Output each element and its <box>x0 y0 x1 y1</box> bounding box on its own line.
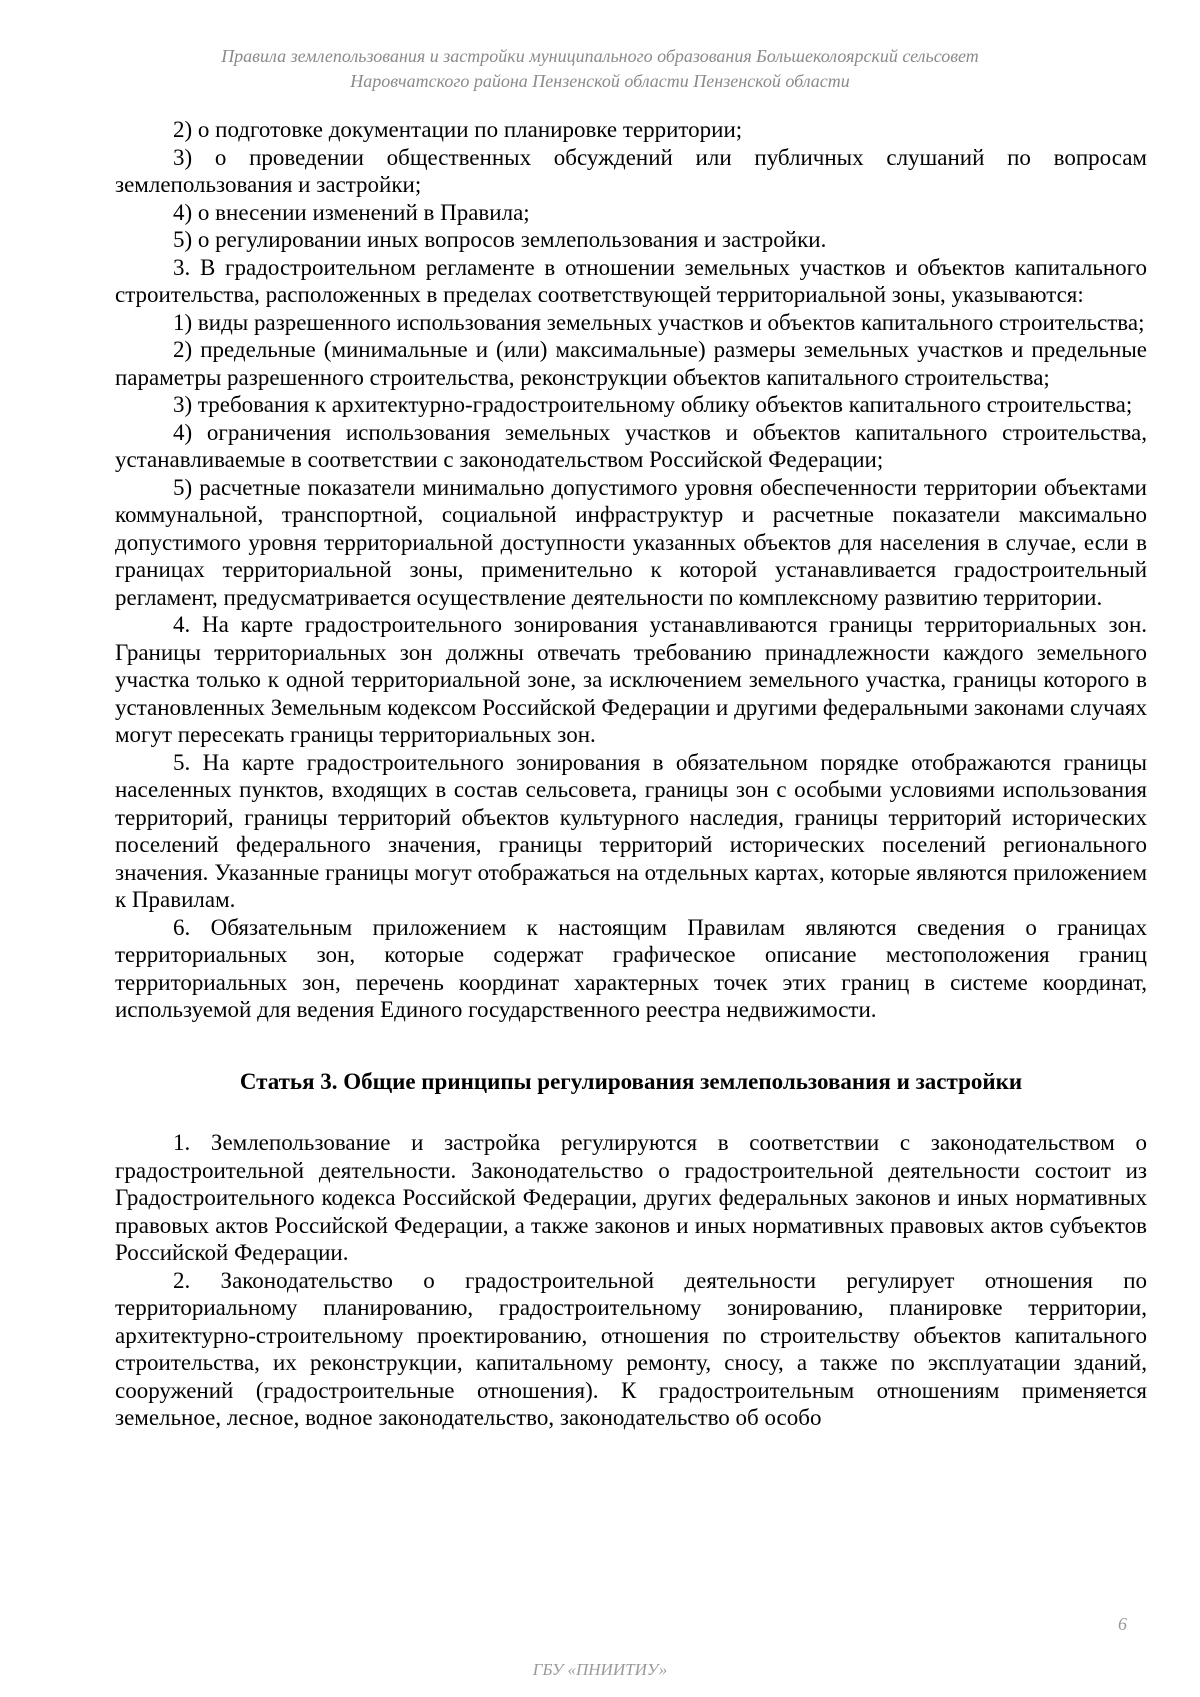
paragraph-list-item: 2) предельные (минимальные и (или) максимальные) размеры земельных участков и предельные параметры разрешенного строительства, реконструкции объектов капитального строительства; <box>115 337 1147 390</box>
running-header <box>120 44 1080 94</box>
paragraph-list-item: 4) о внесении изменений в Правила; <box>173 199 530 225</box>
paragraph: 1. Землепользование и застройка регулируются в соответствии с законодательством о градостроительной деятельности. Законодательство о градостроительной деятельности состоит из Градостроительного кодекса Российской Федерации, других федеральных законов и иных нормативных правовых актов Российской Федерации, а также законов и иных нормативных правовых актов субъектов Российской Федерации. <box>115 1130 1147 1265</box>
paragraph: 2. Законодательство о градостроительной деятельности регулирует отношения по территориальному планированию, градостроительному зонированию, планировке территории, архитектурно-строительному проектированию, отношения по строительству объектов капитального строительства, их реконструкции, капитальному ремонту, сносу, а также по эксплуатации зданий, сооружений (градостроительные отношения). К градостроительным отношениям применяется земельное, лесное, водное законодательство, законодательство об особо <box>115 1267 1147 1430</box>
paragraph-list-item: 5) о регулировании иных вопросов землепользования и застройки. <box>173 227 827 252</box>
paragraph-list-item: 3) о проведении общественных обсуждений или публичных слушаний по вопросам землепользования и застройки; <box>115 144 1147 197</box>
paragraph-list-item: 1) виды разрешенного использования земельных участков и объектов капитального строительства; <box>173 309 1145 335</box>
page-number: 6 <box>1118 1614 1127 1634</box>
paragraph: 5. На карте градостроительного зонирования в обязательном порядке отображаются границы населенных пунктов, входящих в состав сельсовета, границы зон с особыми условиями использования территорий, границы территорий объектов культурного наследия, границы территорий исторических поселений федерального значения, границы территорий исторических поселений регионального значения. Указанные границы могут отображаться на отдельных картах, которые являются приложением к Правилам. <box>115 749 1147 912</box>
article-heading: Статья 3. Общие принципы регулирования землепользования и застройки <box>239 1068 1023 1094</box>
paragraph-list-item: 3) требования к архитектурно-градостроительному облику объектов капитального строительства; <box>173 392 1133 417</box>
paragraph-list-item: 5) расчетные показатели минимально допустимого уровня обеспеченности территории объектами коммунальной, транспортной, социальной инфраструктур и расчетные показатели максимально допустимого уровня территориальной доступности указанных объектов для населения в случае, если в границах территориальной зоны, применительно к которой устанавливается градостроительный регламент, предусматривается осуществление деятельности по комплексному развитию территории. <box>115 474 1147 610</box>
running-footer: ГБУ «ПНИИТИУ» <box>532 1660 668 1679</box>
document-body <box>115 116 1147 1432</box>
header-line-2: Наровчатского района Пензенской области Пензенской области <box>350 71 850 91</box>
paragraph: 4. На карте градостроительного зонирования устанавливаются границы территориальных зон. Границы территориальных зон должны отвечать требованию принадлежности каждого земельного участка только к одной территориальной зоне, за исключением земельного участка, границы которого в установленных Земельным кодексом Российской Федерации и другими федеральными законами случаях могут пересекать границы территориальных зон. <box>115 612 1147 747</box>
paragraph-list-item: 2) о подготовке документации по планировке территории; <box>173 117 743 142</box>
paragraph: 3. В градостроительном регламенте в отношении земельных участков и объектов капитального строительства, расположенных в пределах соответствующей территориальной зоны, указываются: <box>115 254 1147 307</box>
paragraph-list-item: 4) ограничения использования земельных участков и объектов капитального строительства, устанавливаемые в соответствии с законодательством Российской Федерации; <box>115 419 1147 472</box>
header-line-1: Правила землепользования и застройки муниципального образования Большеколоярский сельсовет <box>221 46 979 66</box>
paragraph: 6. Обязательным приложением к настоящим Правилам являются сведения о границах территориальных зон, которые содержат графическое описание местоположения границ территориальных зон, перечень координат характерных точек этих границ в системе координат, используемой для ведения Единого государственного реестра недвижимости. <box>115 914 1147 1022</box>
